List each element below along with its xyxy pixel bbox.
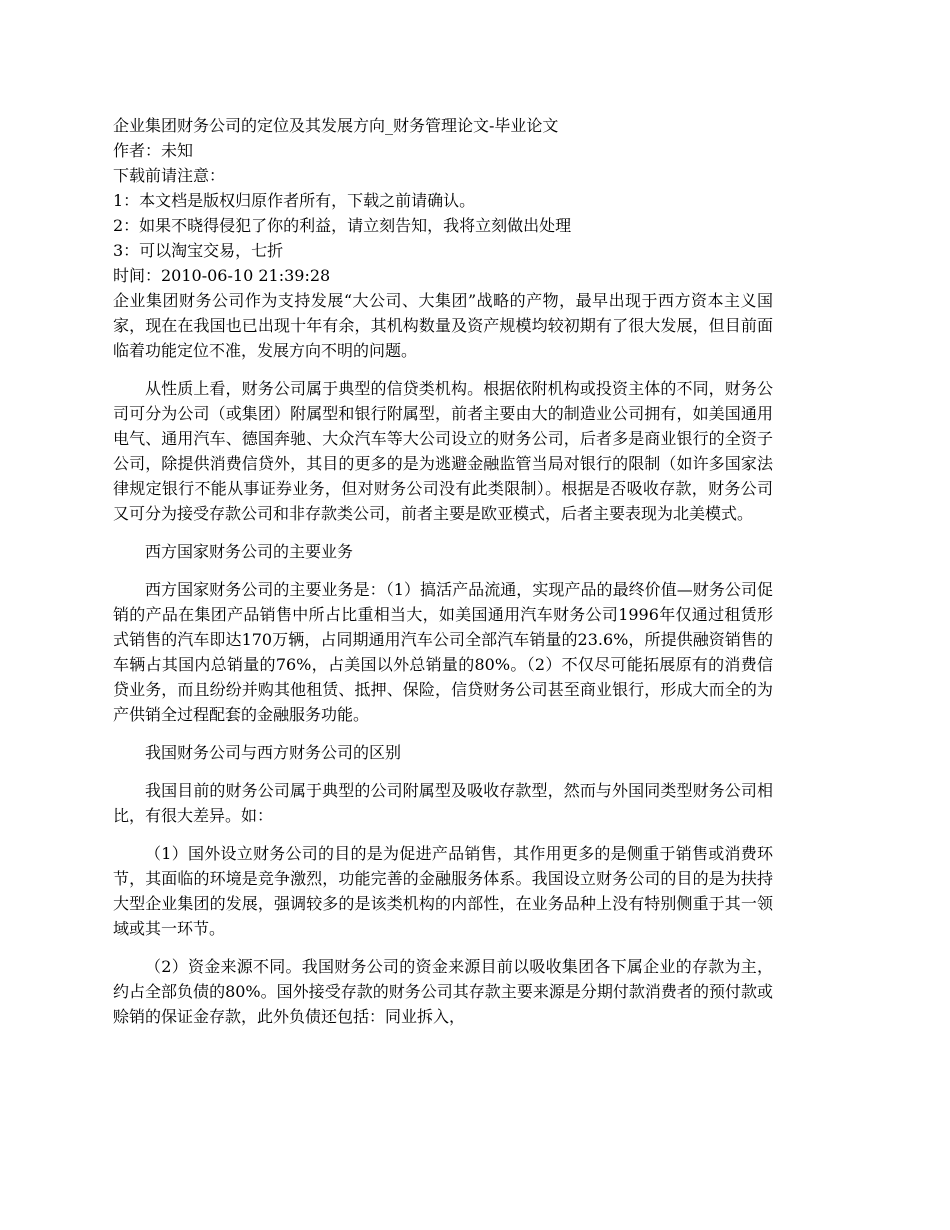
paragraph-difference-1: （1）国外设立财务公司的目的是为促进产品销售，其作用更多的是侧重于销售或消费环节，其面临的环境是竞争激烈，功能完善的金融服务体系。我国设立财务公司的目的是为扶持大型企业集团的发展，强调较多的是该类机构的内部性，在业务品种上没有特别侧重于其一领域或其一环节。 [113,844,773,938]
paragraph-intro: 企业集团财务公司作为支持发展“大公司、大集团”战略的产物，最早出现于西方资本主义国家，现在在我国也已出现十年有余，其机构数量及资产规模均较初期有了很大发展，但目前面临着功能定位不准，发展方向不明的问题。 [113,291,773,360]
document-title: 企业集团财务公司的定位及其发展方向_财务管理论文-毕业论文 [113,116,559,135]
notice-item-2: 2：如果不晓得侵犯了你的利益，请立刻告知，我将立刻做出处理 [113,216,572,235]
document-page [113,113,773,1029]
notice-heading: 下载前请注意： [113,166,226,185]
paragraph-western-business: 西方国家财务公司的主要业务是：（1）搞活产品流通，实现产品的最终价值—财务公司促销的产品在集团产品销售中所占比重相当大，如美国通用汽车财务公司1996年仅通过租赁形式销售的汽车即达170万辆，占同期通用汽车公司全部汽车销量的23.6%，所提供融资销售的车辆占其国内总销量的76%，占美国以外总销量的80%。（2）不仅尽可能拓展原有的消费信贷业务，而且纷纷并购其他租赁、抵押、保险，信贷财务公司甚至商业银行，形成大而全的为产供销全过程配套的金融服务功能。 [113,580,773,724]
section-heading-differences: 我国财务公司与西方财务公司的区别 [145,743,402,762]
author-line: 作者：未知 [113,141,194,160]
section-heading-western-business: 西方国家财务公司的主要业务 [145,542,354,561]
publish-time: 时间：2010-06-10 21:39:28 [113,266,331,285]
paragraph-difference-2: （2）资金来源不同。我国财务公司的资金来源目前以吸收集团各下属企业的存款为主，约占全部负债的80%。国外接受存款的财务公司其存款主要来源是分期付款消费者的预付款或赊销的保证金存款，此外负债还包括：同业拆入， [113,957,773,1026]
paragraph-nature: 从性质上看，财务公司属于典型的信贷类机构。根据依附机构或投资主体的不同，财务公司可分为公司（或集团）附属型和银行附属型，前者主要由大的制造业公司拥有，如美国通用电气、通用汽车、德国奔驰、大众汽车等大公司设立的财务公司，后者多是商业银行的全资子公司，除提供消费信贷外，其目的更多的是为逃避金融监管当局对银行的限制（如许多国家法律规定银行不能从事证券业务，但对财务公司没有此类限制）。根据是否吸收存款，财务公司又可分为接受存款公司和非存款类公司，前者主要是欧亚模式，后者主要表现为北美模式。 [113,379,773,523]
paragraph-differences-intro: 我国目前的财务公司属于典型的公司附属型及吸收存款型，然而与外国同类型财务公司相比，有很大差异。如： [113,781,773,825]
notice-item-1: 1：本文档是版权归原作者所有，下载之前请确认。 [113,191,476,210]
notice-item-3: 3：可以淘宝交易，七折 [113,241,284,260]
